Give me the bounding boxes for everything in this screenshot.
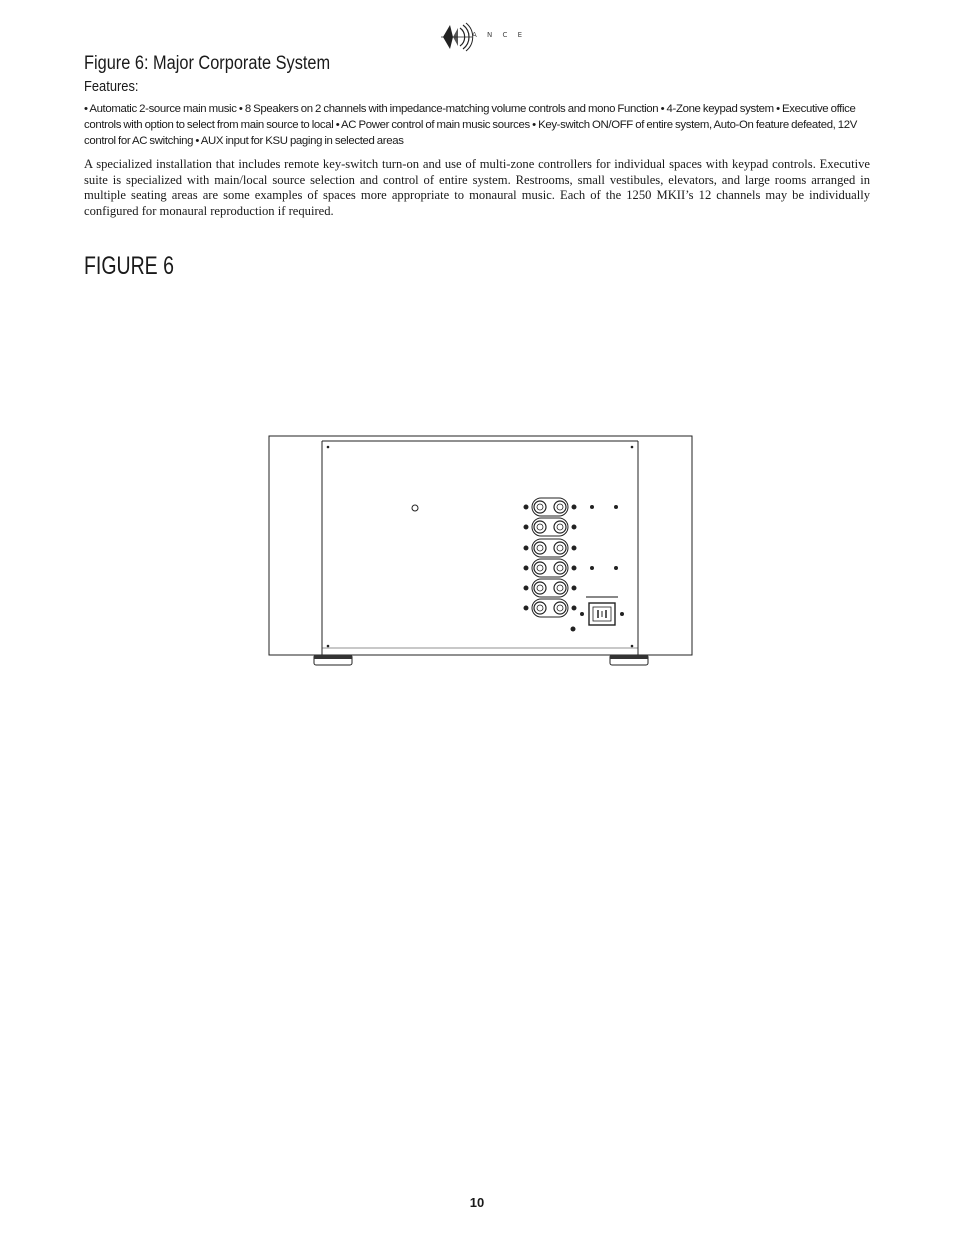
grounding-screw-icon — [412, 505, 418, 511]
logo-text: A N C E — [472, 31, 527, 39]
figure-label: FIGURE 6 — [84, 252, 174, 280]
page-number: 10 — [469, 1195, 485, 1210]
description-paragraph: A specialized installation that includes remote key-switch turn-on and use of multi-zone controllers for individual spaces with keypad controls. Executive suite is specialized with main/local source selection and control of entire system. Restrooms, small vestibules, elevators, and large rooms arranged in multiple seating areas are some examples of spaces more appropriate to monaural music. Each of the 1250 MKII’s 12 channels may be individually configured for monaural reproduction if required. — [84, 157, 870, 219]
features-heading: Features: — [84, 78, 139, 95]
amplifier-rear-panel-diagram — [268, 434, 694, 670]
page-title: Figure 6: Major Corporate System — [84, 53, 331, 74]
amplifier-feet — [314, 655, 648, 665]
features-list: • Automatic 2-source main music • 8 Speakers on 2 channels with impedance-matching volume controls and mono Function • 4-Zone keypad system • Executive office controls with option to select from main source to local • AC Power control of main music sources • Key-switch ON/OFF of entire system, Auto-On feature defeated, 12V control for AC switching • AUX input for KSU paging in selected areas — [84, 103, 858, 147]
